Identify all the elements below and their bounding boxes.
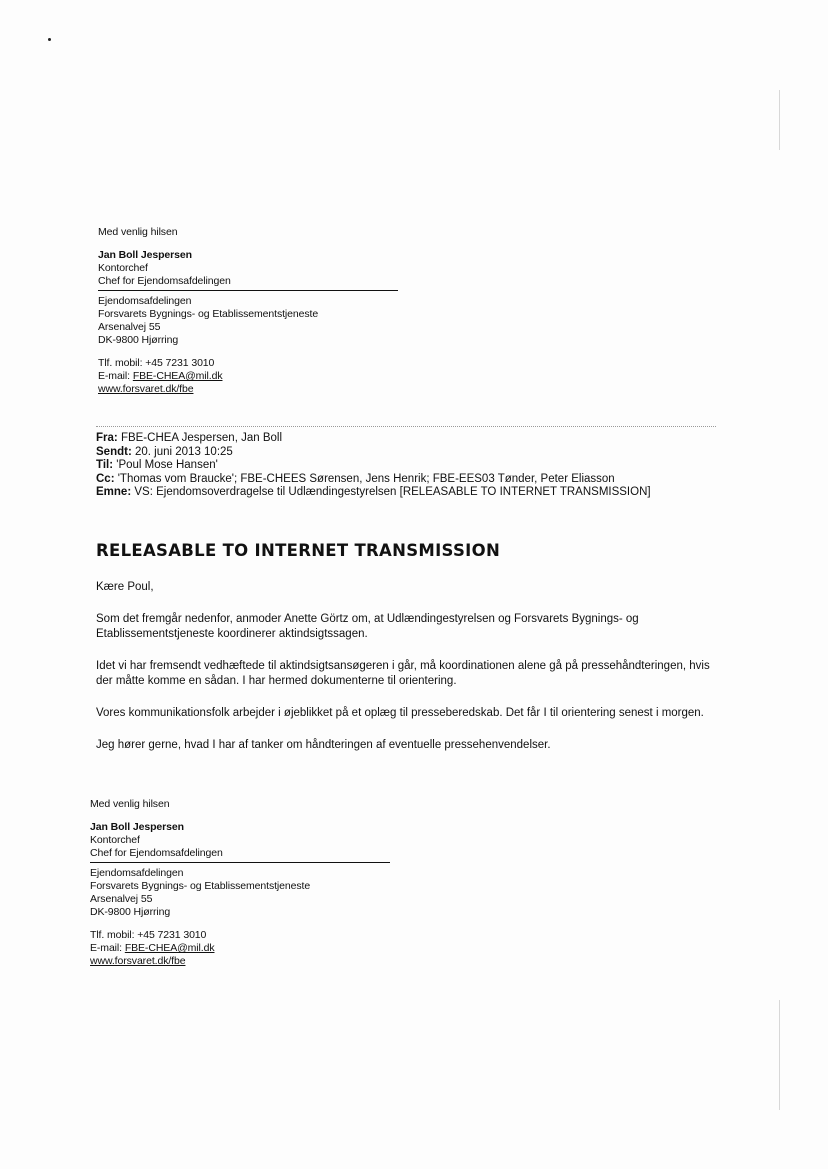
header-subject <box>96 486 736 500</box>
body-paragraph: Idet vi har fremsendt vedhæftede til aktindsigtsansøgeren i går, må koordinationen alene gå på pressehåndteringen, hvis der måtte komme en sådan. I har hermed dokumenterne til orientering. <box>96 660 710 687</box>
signature-email-link[interactable]: FBE-CHEA@mil.dk <box>132 370 223 382</box>
signature-department: Ejendomsafdelingen <box>98 295 192 307</box>
signature-name: Jan Boll Jespersen <box>90 821 184 833</box>
body-paragraph: Vores kommunikationsfolk arbejder i øjeblikket på et oplæg til presseberedskab. Det får I til orientering senest i morgen. <box>96 707 704 719</box>
signature-closing: Med venlig hilsen <box>98 226 178 238</box>
signature-divider <box>90 862 390 863</box>
signature-email-link[interactable]: FBE-CHEA@mil.dk <box>124 942 215 954</box>
header-separator <box>96 426 716 427</box>
release-heading: RELEASABLE TO INTERNET TRANSMISSION <box>96 541 501 560</box>
signature-title: Kontorchef <box>98 262 148 274</box>
email-header <box>96 432 736 500</box>
signature-name: Jan Boll Jespersen <box>98 249 192 261</box>
header-cc <box>96 473 736 487</box>
signature-organization: Forsvarets Bygnings- og Etablissementstjeneste <box>98 308 319 320</box>
subject-value: VS: Ejendomsoverdragelse til Udlændingestyrelsen [RELEASABLE TO INTERNET TRANSMISSION] <box>134 486 651 498</box>
header-sent <box>96 446 736 460</box>
signature-email-row <box>98 370 418 383</box>
signature-block-top <box>98 226 418 396</box>
signature-website-link[interactable]: www.forsvaret.dk/fbe <box>98 383 194 395</box>
signature-role: Chef for Ejendomsafdelingen <box>98 275 231 287</box>
scan-edge-mark <box>779 1000 780 1110</box>
body-greeting: Kære Poul, <box>96 581 154 593</box>
header-to <box>96 459 736 473</box>
signature-email-label: E-mail: <box>98 370 130 382</box>
subject-label: Emne: <box>96 486 132 498</box>
signature-street: Arsenalvej 55 <box>98 321 161 333</box>
cc-value: 'Thomas vom Braucke'; FBE-CHEES Sørensen, Jens Henrik; FBE-EES03 Tønder, Peter Eliasson <box>117 472 615 485</box>
to-label: Til: <box>96 459 114 471</box>
header-from <box>96 432 736 446</box>
sent-value: 20. juni 2013 10:25 <box>134 445 233 458</box>
signature-block-bottom <box>90 798 410 968</box>
signature-city: DK-9800 Hjørring <box>98 334 179 346</box>
signature-phone: Tlf. mobil: +45 7231 3010 <box>90 929 207 941</box>
signature-email-row <box>90 942 410 955</box>
signature-email-label: E-mail: <box>90 942 122 954</box>
cc-label: Cc: <box>96 472 115 485</box>
signature-website-link[interactable]: www.forsvaret.dk/fbe <box>90 955 186 967</box>
from-value: FBE-CHEA Jespersen, Jan Boll <box>120 432 283 444</box>
signature-title: Kontorchef <box>90 834 140 846</box>
signature-organization: Forsvarets Bygnings- og Etablissementstjeneste <box>90 880 311 892</box>
scan-edge-mark <box>779 90 780 150</box>
from-label: Fra: <box>96 432 118 444</box>
sent-label: Sendt: <box>96 445 132 458</box>
body-paragraph: Jeg hører gerne, hvad I har af tanker om håndteringen af eventuelle pressehenvendelser. <box>96 739 551 751</box>
email-body <box>96 580 726 770</box>
body-paragraph: Som det fremgår nedenfor, anmoder Anette Görtz om, at Udlændingestyrelsen og Forsvarets Bygnings- og Etablissementstjeneste koordinerer aktindsigtssagen. <box>96 613 639 640</box>
signature-city: DK-9800 Hjørring <box>90 906 171 918</box>
signature-phone: Tlf. mobil: +45 7231 3010 <box>98 357 215 369</box>
to-value: 'Poul Mose Hansen' <box>116 459 218 471</box>
signature-divider <box>98 290 398 291</box>
signature-closing: Med venlig hilsen <box>90 798 170 810</box>
signature-department: Ejendomsafdelingen <box>90 867 184 879</box>
signature-street: Arsenalvej 55 <box>90 893 153 905</box>
scan-speck <box>48 38 51 41</box>
signature-role: Chef for Ejendomsafdelingen <box>90 847 223 859</box>
